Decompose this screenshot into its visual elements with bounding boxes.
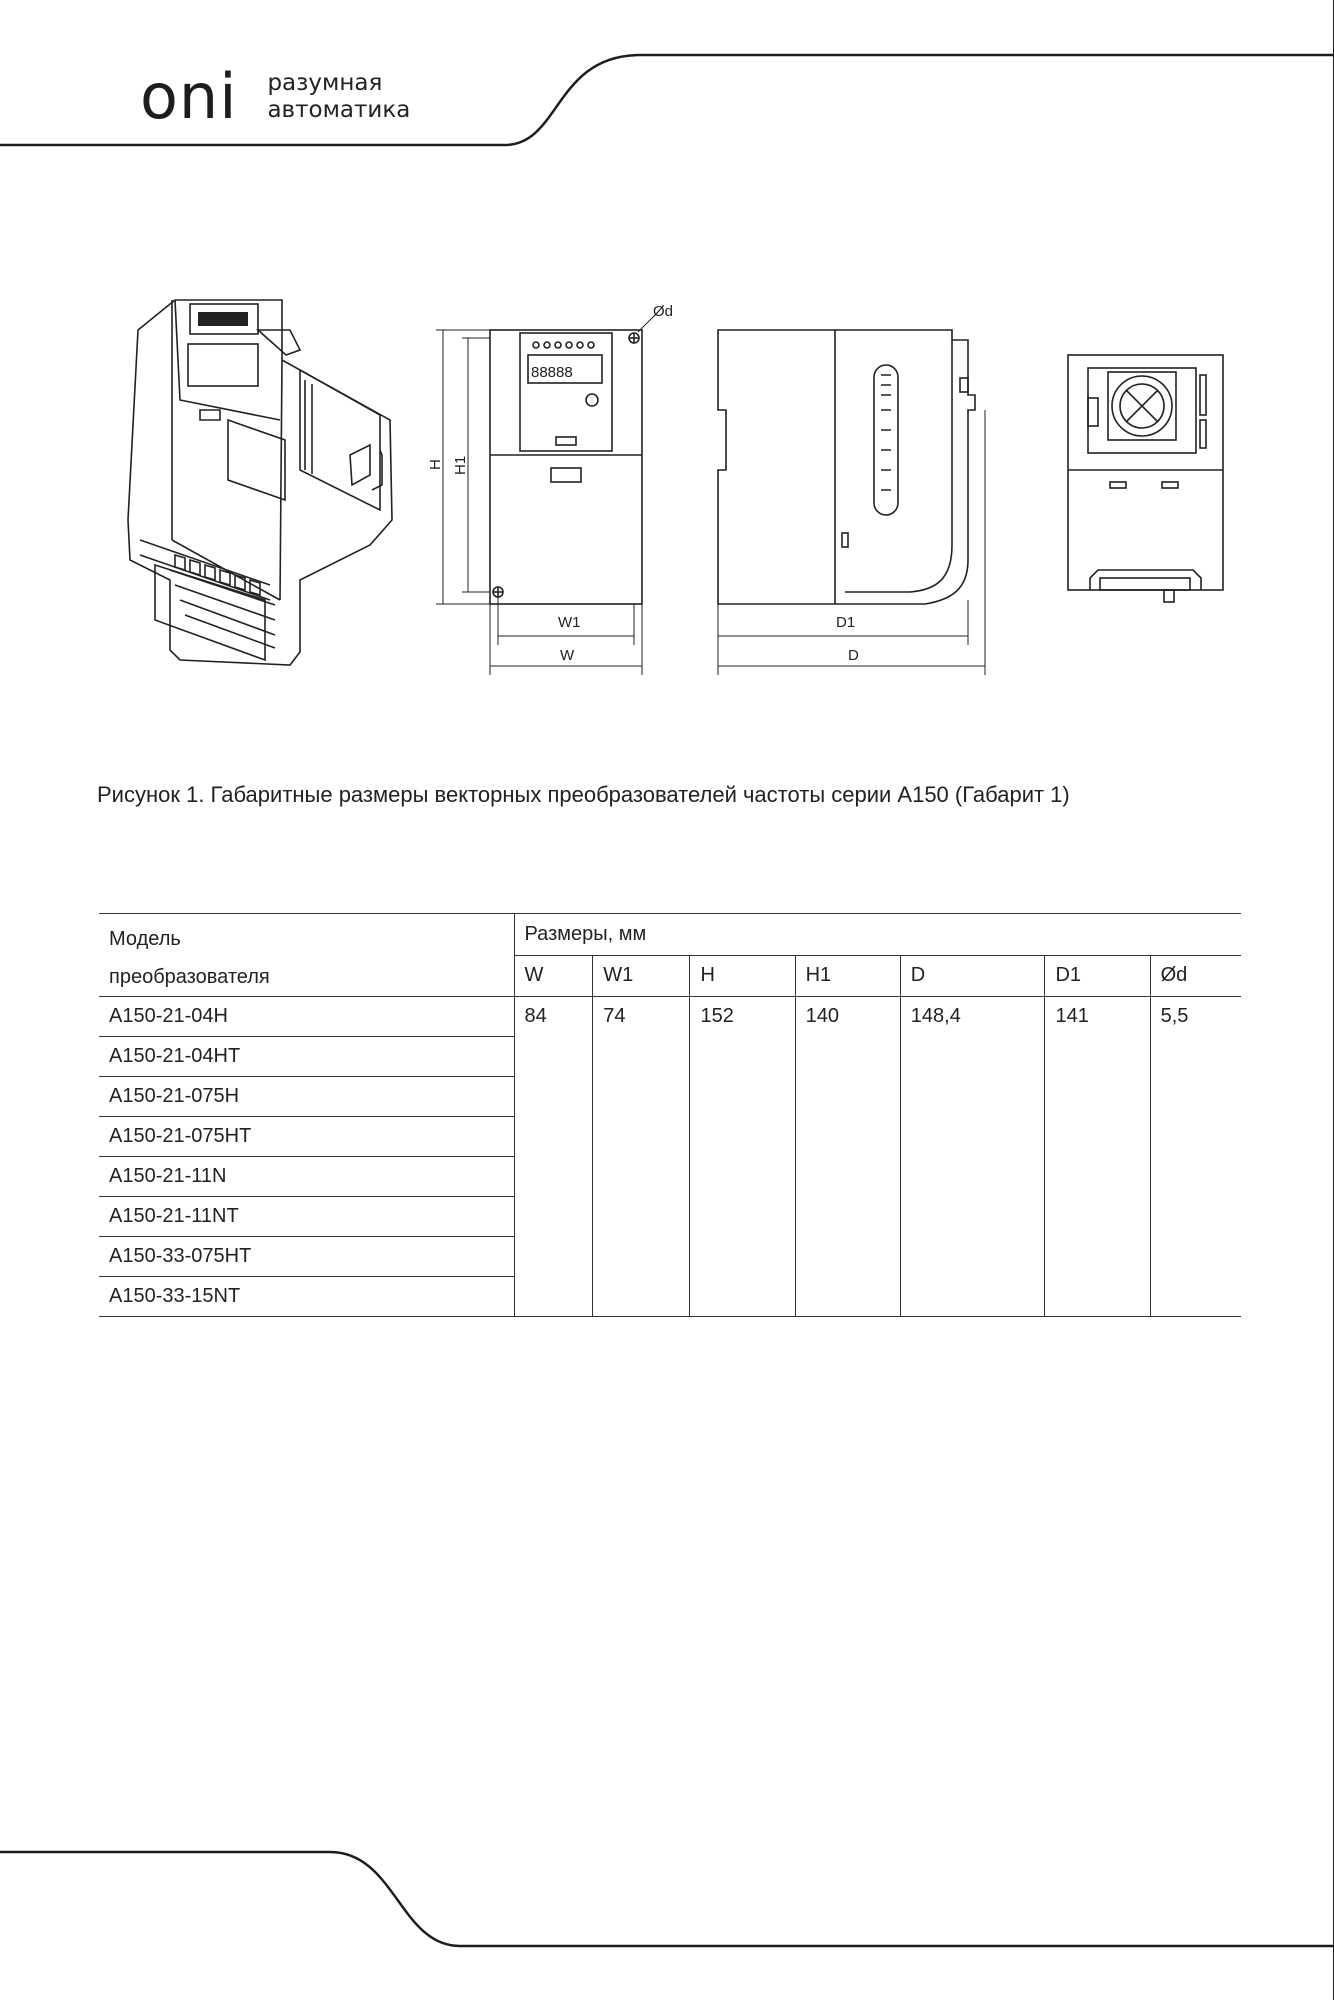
figure-caption: Рисунок 1. Габаритные размеры векторных преобразователей частоты серии A150 (Габарит 1) [97, 782, 1070, 807]
col-header-d: D [900, 955, 1045, 997]
model-header-line2: преобразователя [109, 966, 270, 988]
col-header-w1: W1 [593, 955, 690, 997]
dimension-drawing [0, 0, 1334, 720]
dims-header: Размеры, мм [514, 914, 1241, 956]
model-header-line1: Модель [109, 928, 181, 950]
model-cell: A150-21-075HT [109, 1125, 252, 1147]
dimensions-table [99, 913, 1241, 1317]
iso-display-text: 88888 [202, 310, 241, 326]
model-cell: A150-21-11N [109, 1165, 227, 1187]
table-row [99, 997, 1241, 1037]
tagline-line2: автоматика [267, 97, 411, 123]
label-w1: W1 [558, 614, 581, 631]
col-header-diameter: Ød [1150, 955, 1241, 997]
value-h1: 140 [795, 997, 900, 1317]
side-dimensions [718, 410, 985, 675]
model-header [99, 914, 514, 997]
value-w1: 74 [593, 997, 690, 1317]
side-view [718, 330, 975, 604]
label-d1: D1 [836, 614, 856, 631]
model-cell: A150-21-11NT [109, 1205, 239, 1227]
model-cell: A150-21-04HT [109, 1045, 241, 1067]
col-header-w: W [514, 955, 593, 997]
tagline-line1: разумная [267, 70, 383, 96]
col-header-h: H [690, 955, 795, 997]
model-cell: A150-21-04H [109, 1005, 228, 1027]
value-d: 148,4 [900, 997, 1045, 1317]
value-d1: 141 [1045, 997, 1150, 1317]
label-w: W [560, 647, 575, 664]
front-display-text: 88888 [531, 364, 573, 381]
value-w: 84 [514, 997, 593, 1317]
model-cell: A150-21-075H [109, 1085, 240, 1107]
value-h: 152 [690, 997, 795, 1317]
value-diameter: 5,5 [1150, 997, 1241, 1317]
label-h: H [427, 459, 444, 470]
model-cell: A150-33-15NT [109, 1285, 241, 1307]
col-header-h1: H1 [795, 955, 900, 997]
model-cell: A150-33-075HT [109, 1245, 252, 1267]
isometric-view [128, 300, 392, 665]
logo-mark: oni [140, 60, 238, 133]
label-h1: H1 [452, 455, 469, 475]
top-view [1068, 355, 1223, 602]
label-depth: D [848, 647, 859, 664]
col-header-d1: D1 [1045, 955, 1150, 997]
label-d: Ød [653, 303, 674, 320]
